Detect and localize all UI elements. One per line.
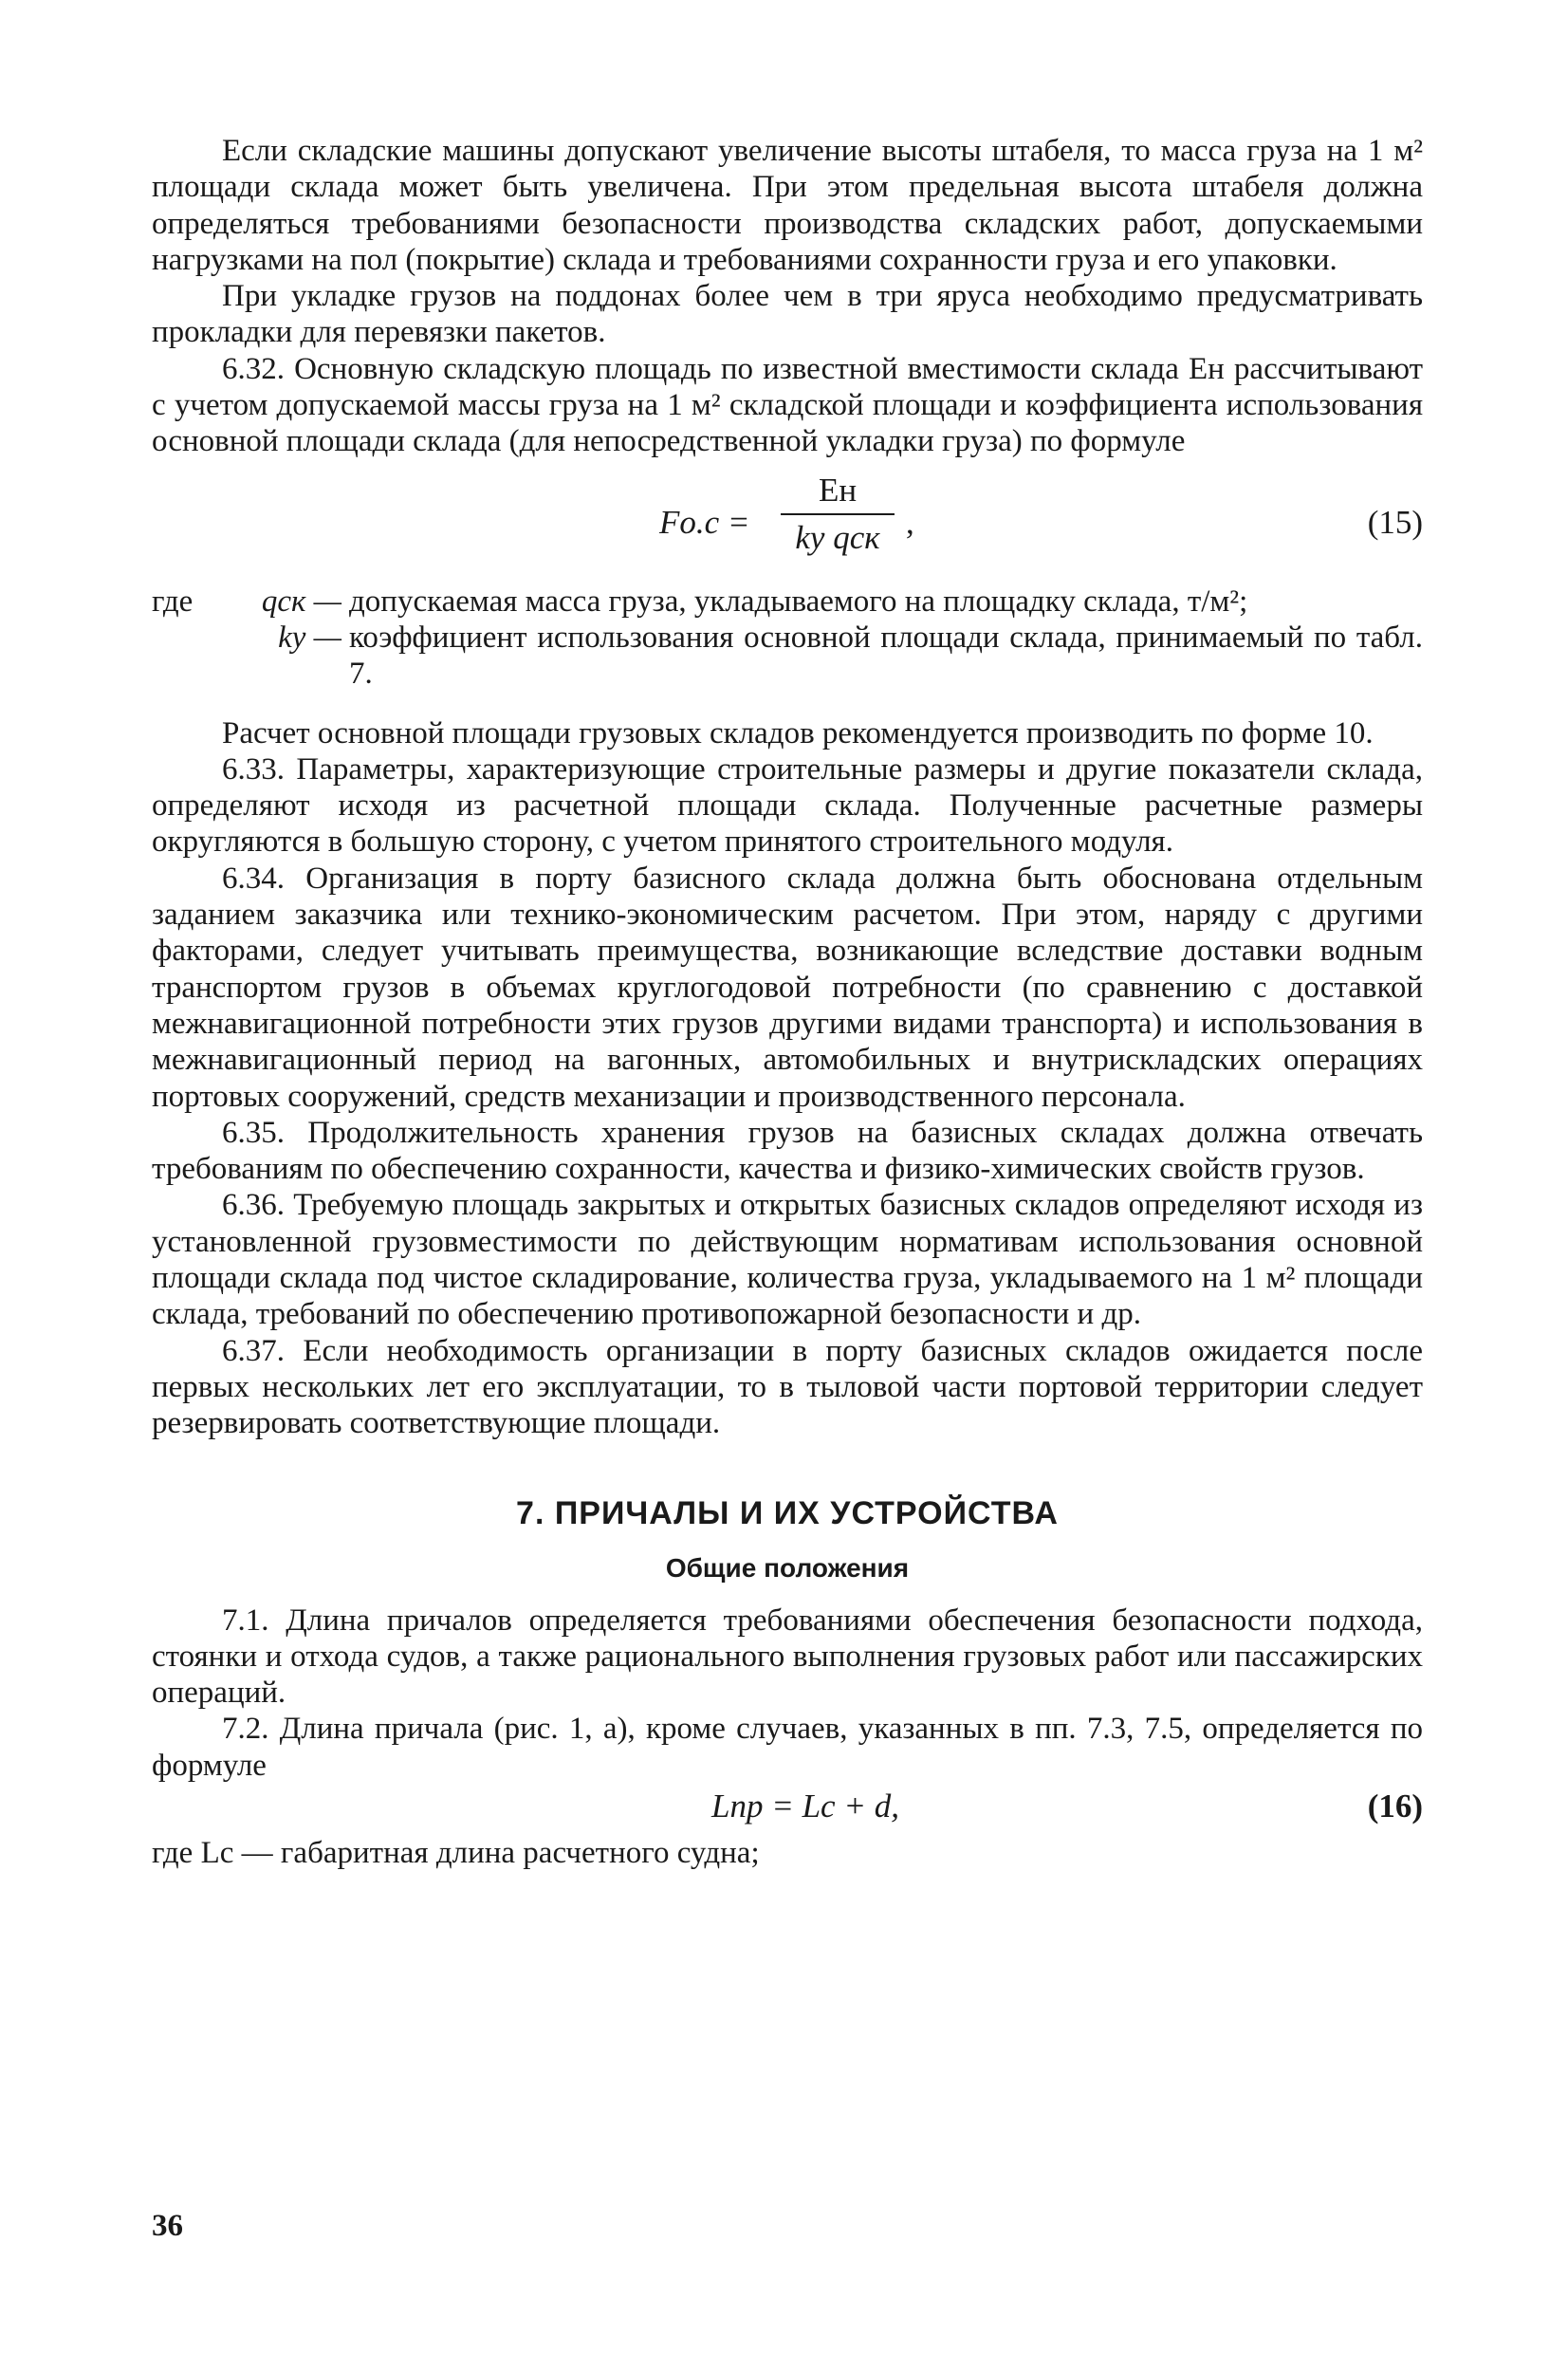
- paragraph-6-32: 6.32. Основную складскую площадь по известной вместимости склада Eн рассчитывают с учетом допускаемой массы груза на 1 м² складской площади и коэффициента использования основной площади склада (для непосредственной укладки груза) по формуле: [152, 351, 1423, 459]
- paragraph-6-36: 6.36. Требуемую площадь закрытых и открытых базисных складов определяют исходя из установленной грузовместимости по действующим нормативам использования основной площади склада под чистое складирование, количества груза, укладываемого на 1 м² площади склада, требований по обеспечению противопожарной безопасности и др.: [152, 1188, 1423, 1332]
- formula-15-fraction: [781, 472, 895, 557]
- formula-16-expression: Lпр = Lс + d,: [711, 1787, 899, 1825]
- legend-row: [152, 620, 1423, 693]
- formula-15: [152, 466, 1423, 572]
- paragraph-6-34: 6.34. Организация в порту базисного склада должна быть обоснована отдельным заданием заказчика или технико-экономическим расчетом. При этом, наряду с другими факторами, следует учитывать преимущества, возникающие вследствие доставки водным транспортом грузов в объемах круглогодовой потребности (по сравнению с доставкой межнавигационной потребности этих грузов другими видами транспорта) и использования в межнавигационный период на вагонных, автомобильных и внутрискладских операциях портовых сооружений, средств механизации и производственного персонала.: [152, 861, 1423, 1114]
- paragraph: Расчет основной площади грузовых складов рекомендуется производить по форме 10.: [222, 715, 1374, 750]
- section-title: 7. ПРИЧАЛЫ И ИХ УСТРОЙСТВА: [516, 1494, 1059, 1531]
- legend-definition: коэффициент использования основной площади склада, принимаемый по табл. 7.: [349, 620, 1423, 692]
- formula-15-legend: [152, 584, 1423, 693]
- page-number: 36: [152, 2209, 183, 2243]
- legend-symbol: kу —: [278, 620, 341, 655]
- paragraph-6-33: 6.33. Параметры, характеризующие строительные размеры и другие показатели склада, определяют исходя из расчетной площади склада. Полученные расчетные размеры округляются в большую сторону, с учетом принятого строительного модуля.: [152, 751, 1423, 860]
- formula-16-legend: где Lс — габаритная длина расчетного судна;: [152, 1835, 760, 1870]
- paragraph: При укладке грузов на поддонах более чем в три яруса необходимо предусматривать прокладки для перевязки пакетов.: [152, 279, 1423, 350]
- formula-16: [152, 1784, 1423, 1835]
- subsection-title: Общие положения: [665, 1552, 910, 1583]
- paragraph-6-37: 6.37. Если необходимость организации в порту базисных складов ожидается после первых нескольких лет его эксплуатации, то в тыловой части портовой территории следует резервировать соответствующие площади.: [152, 1333, 1423, 1441]
- legend-row: [152, 584, 1423, 620]
- paragraph-7-1: 7.1. Длина причалов определяется требованиями обеспечения безопасности подхода, стоянки и отхода судов, а также рационального выполнения грузовых работ или пассажирских операций.: [152, 1603, 1423, 1711]
- legend-definition: допускаемая масса груза, укладываемого на площадку склада, т/м²;: [349, 584, 1248, 619]
- paragraph-6-35: 6.35. Продолжительность хранения грузов на базисных складах должна отвечать требованиям по обеспечению сохранности, качества и физико-химических свойств грузов.: [152, 1115, 1423, 1187]
- formula-15-comma: ,: [906, 503, 914, 541]
- formula-15-denominator: kу qск: [795, 518, 880, 556]
- formula-15-lhs: Fо.с =: [659, 503, 750, 541]
- paragraph: Если складские машины допускают увеличение высоты штабеля, то масса груза на 1 м² площади склада может быть увеличена. При этом предельная высота штабеля должна определяться требованиями безопасности производства складских работ, допускаемыми нагрузками на пол (покрытие) склада и требованиями сохранности груза и его упаковки.: [152, 134, 1423, 277]
- legend-lead: где: [152, 584, 194, 619]
- formula-16-number: (16): [1367, 1787, 1423, 1825]
- formula-15-number: (15): [1367, 503, 1423, 541]
- paragraph-7-2: 7.2. Длина причала (рис. 1, а), кроме случаев, указанных в пп. 7.3, 7.5, определяется по формуле: [152, 1712, 1423, 1783]
- legend-symbol: qск —: [261, 584, 341, 619]
- page-body: [152, 133, 1423, 1871]
- formula-15-numerator: Eн: [781, 472, 895, 515]
